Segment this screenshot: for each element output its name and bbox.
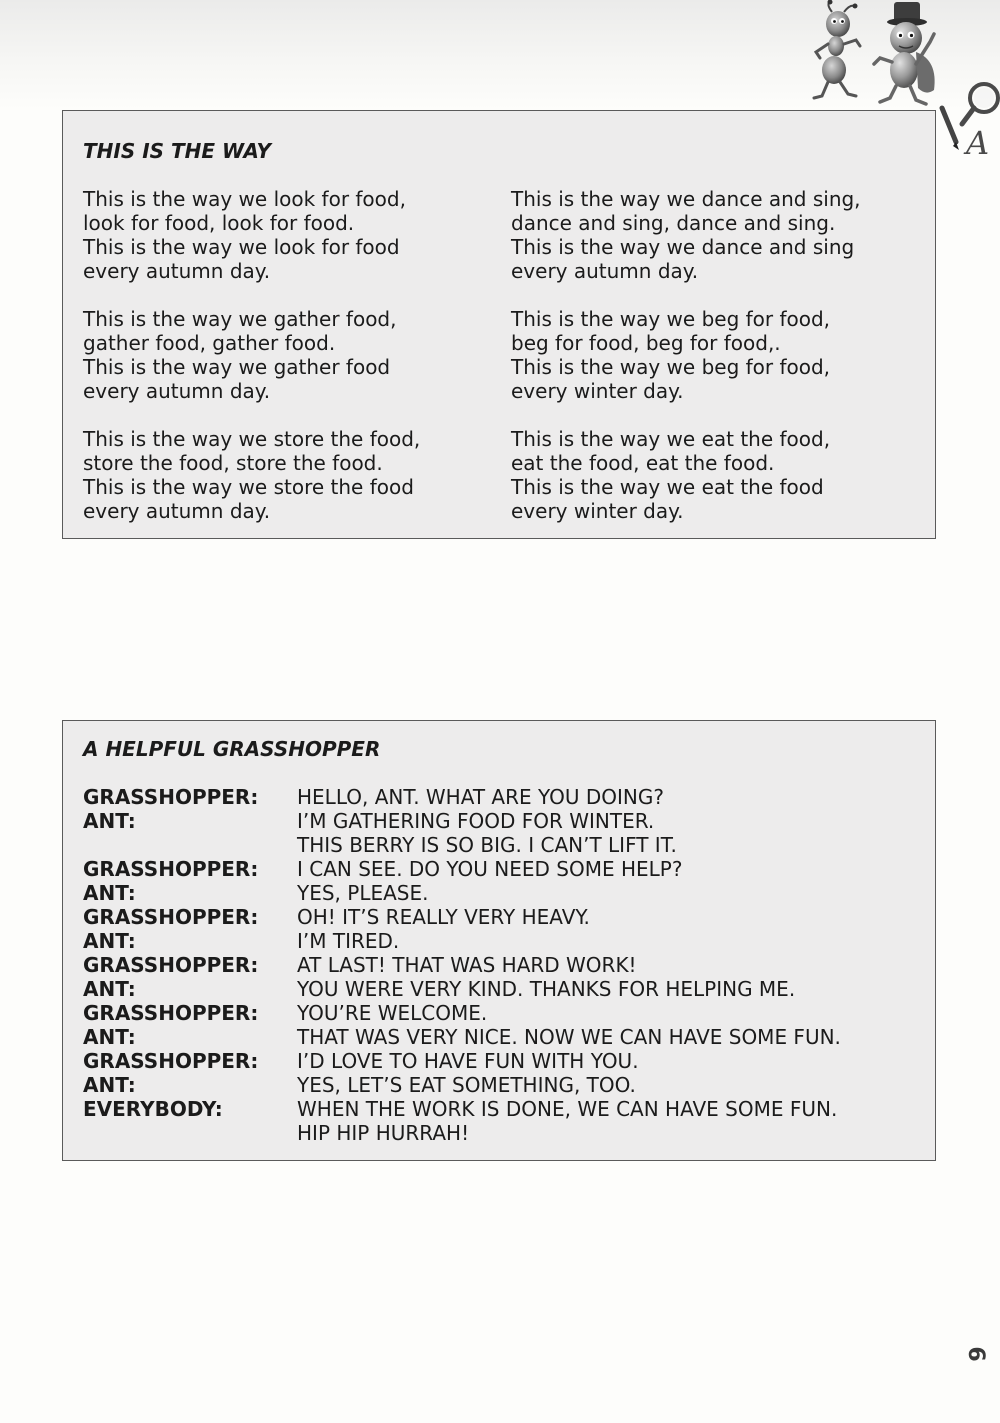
verse-line: This is the way we dance and sing bbox=[511, 235, 855, 259]
song-title: THIS IS THE WAY bbox=[83, 139, 272, 163]
song-verse bbox=[83, 187, 420, 283]
song-verse bbox=[83, 427, 420, 523]
verse-line: This is the way we eat the food bbox=[511, 475, 824, 499]
dialogue-row bbox=[83, 929, 841, 953]
dialogue-title: A HELPFUL GRASSHOPPER bbox=[83, 737, 381, 761]
dialogue-row bbox=[83, 1073, 841, 1097]
speech-text: YES, LET’S EAT SOMETHING, TOO. bbox=[297, 1073, 636, 1097]
dialogue-row bbox=[83, 1121, 841, 1145]
speech-text: I CAN SEE. DO YOU NEED SOME HELP? bbox=[297, 857, 683, 881]
speaker-label: GRASSHOPPER: bbox=[83, 857, 259, 881]
speech-text: HELLO, ANT. WHAT ARE YOU DOING? bbox=[297, 785, 664, 809]
verse-line: dance and sing, dance and sing. bbox=[511, 211, 836, 235]
speech-text: YOU WERE VERY KIND. THANKS FOR HELPING ME. bbox=[297, 977, 796, 1001]
speaker-label: GRASSHOPPER: bbox=[83, 953, 259, 977]
speaker-label: GRASSHOPPER: bbox=[83, 1001, 259, 1025]
speaker-label: ANT: bbox=[83, 881, 136, 905]
page-number: 6 bbox=[963, 1346, 988, 1362]
corner-letter: A bbox=[966, 124, 990, 160]
speech-text: THAT WAS VERY NICE. NOW WE CAN HAVE SOME FUN. bbox=[297, 1025, 841, 1049]
verse-line: every winter day. bbox=[511, 499, 684, 523]
song-box bbox=[62, 110, 936, 539]
ant-figure bbox=[814, 0, 860, 98]
verse-line: This is the way we eat the food, bbox=[511, 427, 831, 451]
dialogue-box bbox=[62, 720, 936, 1161]
verse-line: every autumn day. bbox=[511, 259, 699, 283]
dialogue-row bbox=[83, 977, 841, 1001]
song-right-column bbox=[511, 187, 861, 547]
speaker-label bbox=[83, 833, 297, 857]
verse-line: eat the food, eat the food. bbox=[511, 451, 775, 475]
pen-and-magnifier bbox=[942, 84, 998, 160]
verse-line: every autumn day. bbox=[83, 379, 271, 403]
speaker-label: ANT: bbox=[83, 1073, 136, 1097]
dialogue-row bbox=[83, 1025, 841, 1049]
dialogue-row bbox=[83, 833, 841, 857]
verse-line: This is the way we look for food, bbox=[83, 187, 406, 211]
verse-line: every autumn day. bbox=[83, 259, 271, 283]
speech-text: YES, PLEASE. bbox=[297, 881, 429, 905]
dialogue-row bbox=[83, 857, 841, 881]
dialogue-row bbox=[83, 1097, 841, 1121]
dialogue-row bbox=[83, 881, 841, 905]
speaker-label: GRASSHOPPER: bbox=[83, 785, 259, 809]
verse-line: This is the way we gather food, bbox=[83, 307, 397, 331]
speech-text: AT LAST! THAT WAS HARD WORK! bbox=[297, 953, 637, 977]
verse-line: This is the way we look for food bbox=[83, 235, 400, 259]
speech-text: YOU’RE WELCOME. bbox=[297, 1001, 488, 1025]
dialogue-row bbox=[83, 809, 841, 833]
speech-text: WHEN THE WORK IS DONE, WE CAN HAVE SOME FUN. bbox=[297, 1097, 838, 1121]
verse-line: beg for food, beg for food,. bbox=[511, 331, 781, 355]
dialogue-row bbox=[83, 785, 841, 809]
speaker-label: ANT: bbox=[83, 977, 136, 1001]
speech-text: I’D LOVE TO HAVE FUN WITH YOU. bbox=[297, 1049, 639, 1073]
speaker-label: ANT: bbox=[83, 809, 136, 833]
speech-text: I’M GATHERING FOOD FOR WINTER. bbox=[297, 809, 655, 833]
speech-text: OH! IT’S REALLY VERY HEAVY. bbox=[297, 905, 590, 929]
verse-line: every winter day. bbox=[511, 379, 684, 403]
song-verse bbox=[511, 427, 861, 523]
song-verse bbox=[511, 307, 861, 403]
dialogue-row bbox=[83, 953, 841, 977]
dialogue-row bbox=[83, 1001, 841, 1025]
speech-text: HIP HIP HURRAH! bbox=[297, 1121, 470, 1145]
dialogue-lines bbox=[83, 785, 841, 1145]
grasshopper-figure bbox=[874, 2, 935, 104]
verse-line: This is the way we store the food bbox=[83, 475, 414, 499]
speaker-label: EVERYBODY: bbox=[83, 1097, 223, 1121]
verse-line: This is the way we gather food bbox=[83, 355, 391, 379]
verse-line: This is the way we dance and sing, bbox=[511, 187, 861, 211]
verse-line: This is the way we beg for food, bbox=[511, 307, 831, 331]
dialogue-row bbox=[83, 905, 841, 929]
speaker-label: GRASSHOPPER: bbox=[83, 1049, 259, 1073]
speaker-label: GRASSHOPPER: bbox=[83, 905, 259, 929]
verse-line: look for food, look for food. bbox=[83, 211, 355, 235]
song-left-column bbox=[83, 187, 420, 547]
song-verse bbox=[83, 307, 420, 403]
speaker-label: ANT: bbox=[83, 929, 136, 953]
verse-line: store the food, store the food. bbox=[83, 451, 383, 475]
verse-line: This is the way we store the food, bbox=[83, 427, 421, 451]
verse-line: This is the way we beg for food, bbox=[511, 355, 831, 379]
speaker-label bbox=[83, 1121, 297, 1145]
speaker-label: ANT: bbox=[83, 1025, 136, 1049]
dialogue-row bbox=[83, 1049, 841, 1073]
speech-text: THIS BERRY IS SO BIG. I CAN’T LIFT IT. bbox=[297, 833, 677, 857]
verse-line: gather food, gather food. bbox=[83, 331, 336, 355]
song-verse bbox=[511, 187, 861, 283]
speech-text: I’M TIRED. bbox=[297, 929, 400, 953]
verse-line: every autumn day. bbox=[83, 499, 271, 523]
